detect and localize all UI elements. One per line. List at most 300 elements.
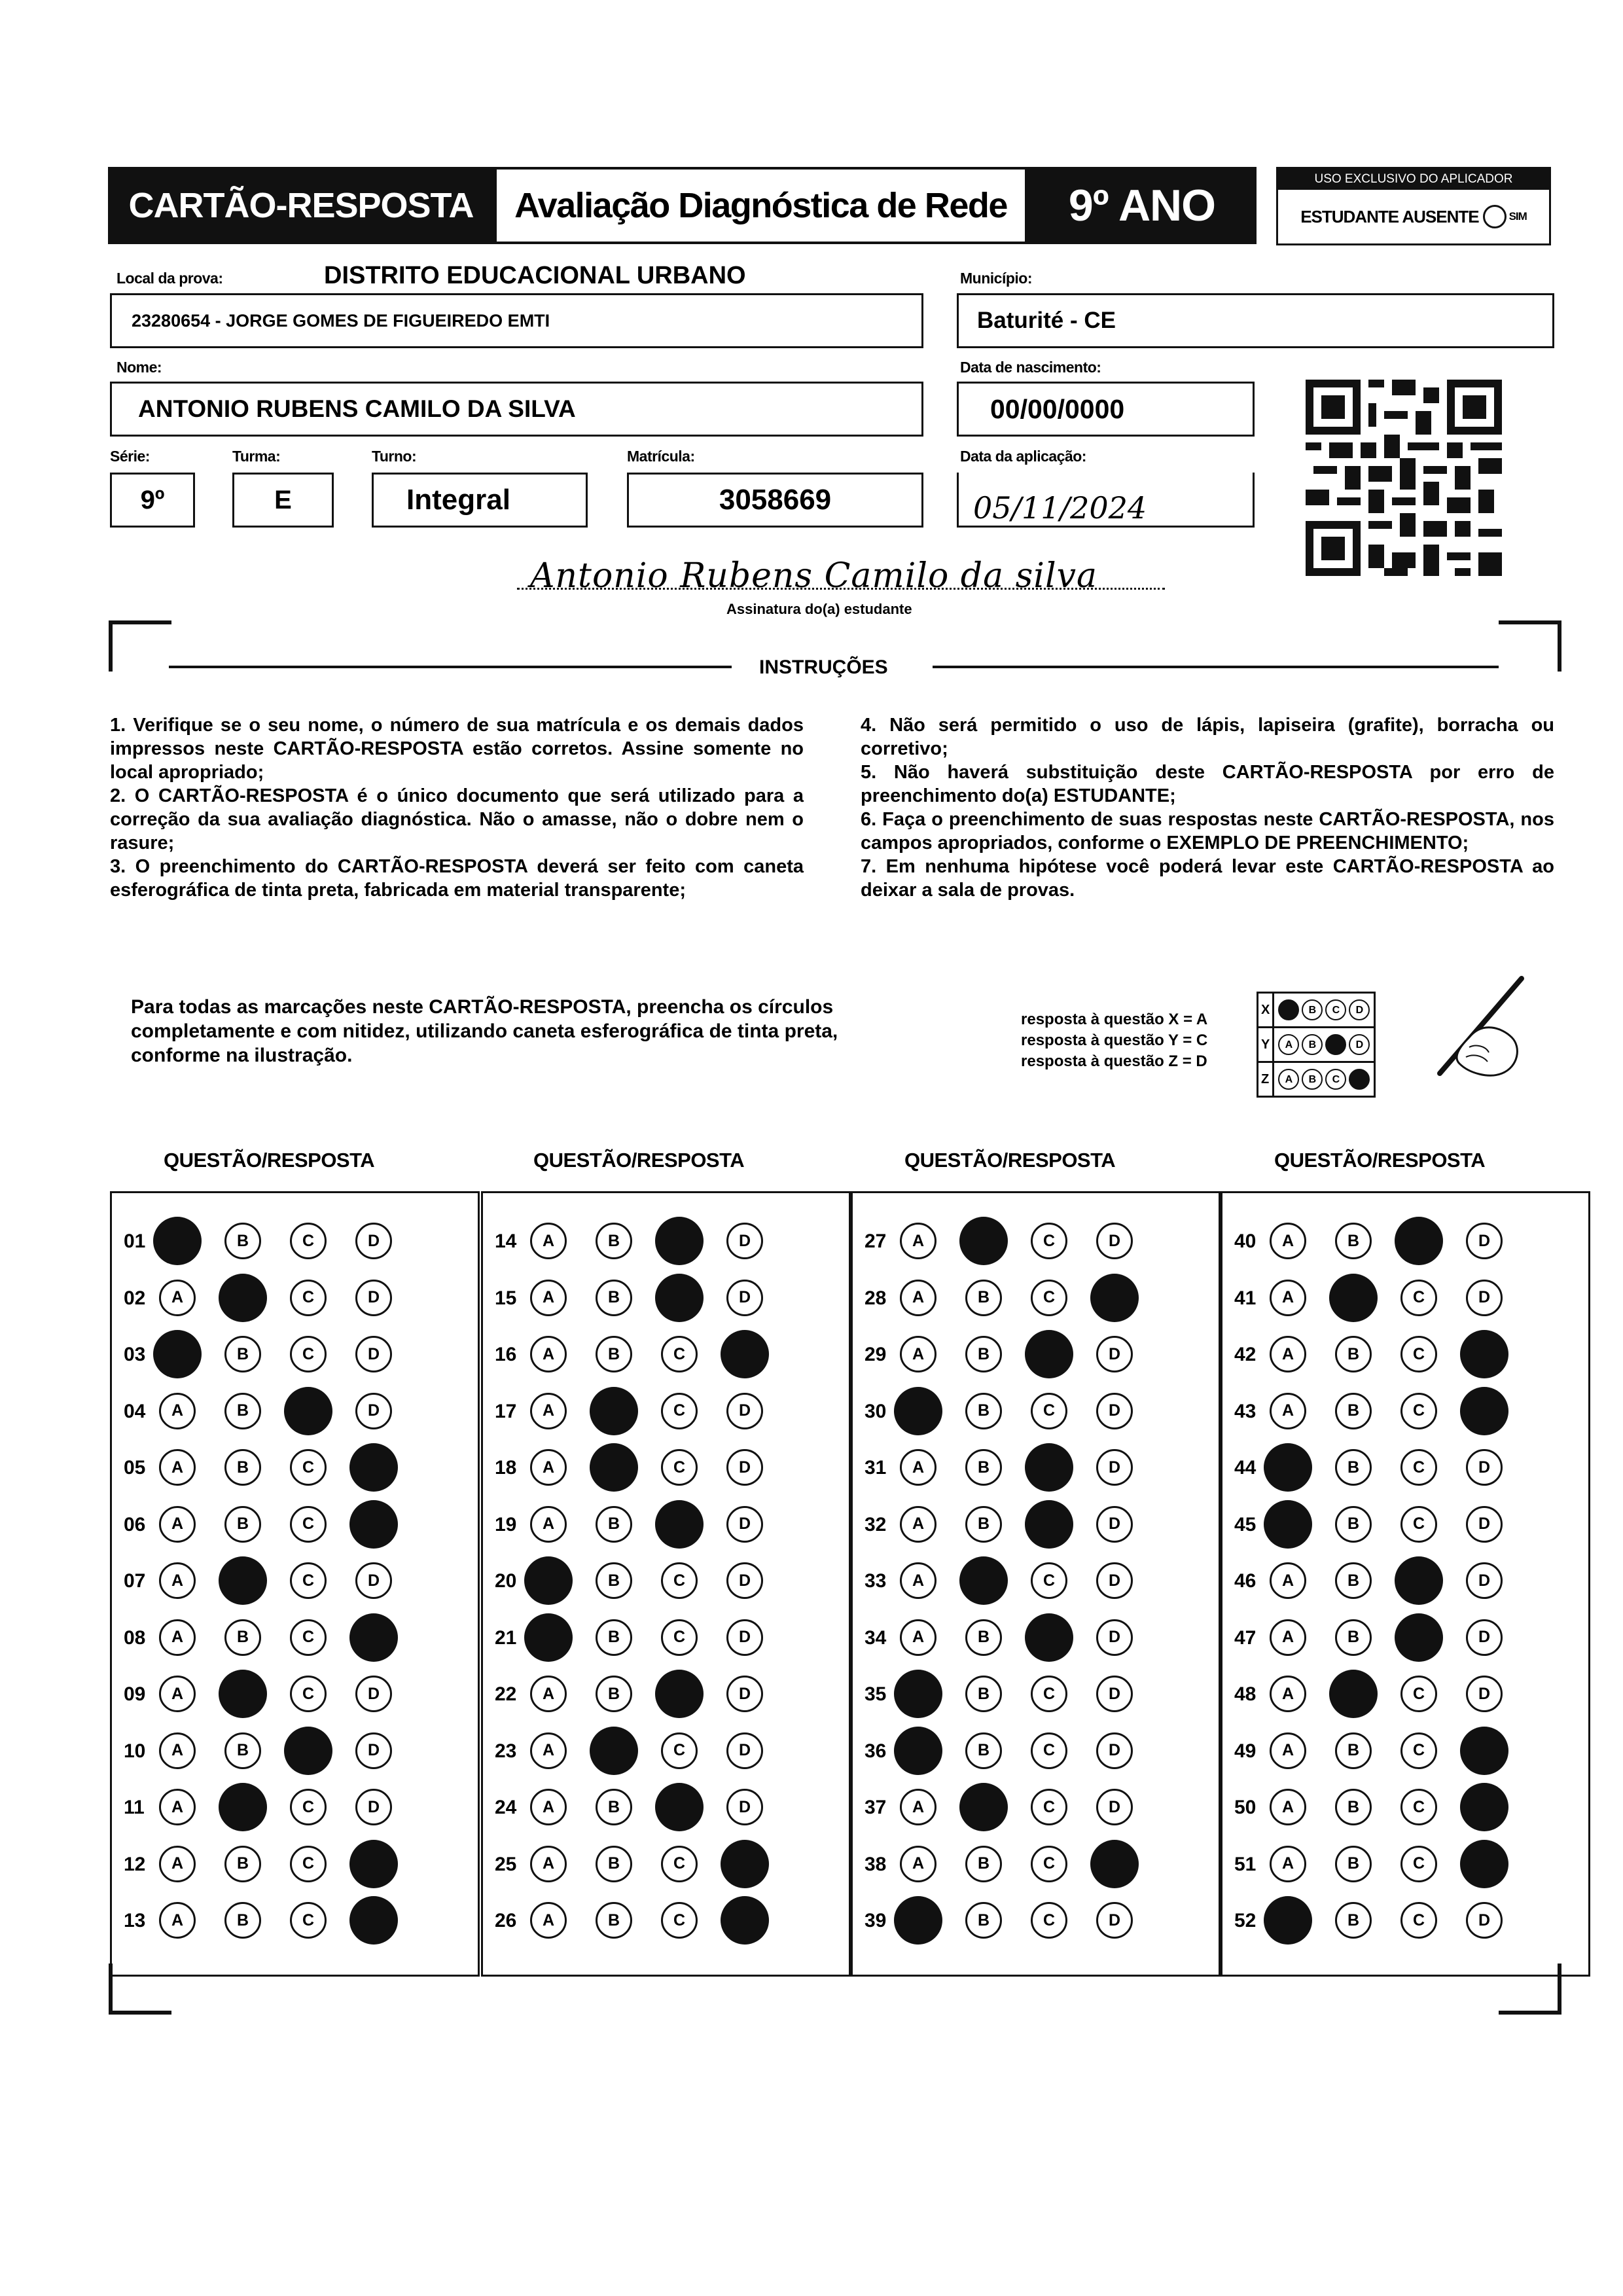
answer-bubble-c[interactable]: C <box>661 1846 698 1882</box>
estudante-ausente-bubble[interactable] <box>1483 205 1507 228</box>
answer-bubble-d[interactable]: D <box>355 1789 392 1825</box>
answer-bubble-a[interactable] <box>1264 1443 1312 1492</box>
corner-mark-top-left <box>109 620 171 672</box>
answer-bubble-a[interactable] <box>524 1556 573 1605</box>
answer-bubble-b[interactable]: B <box>596 1280 632 1316</box>
answer-bubble-a[interactable]: A <box>159 1732 196 1769</box>
question-row <box>853 1331 1219 1376</box>
answer-bubble-d[interactable]: D <box>726 1562 763 1599</box>
answer-bubble-c[interactable]: C <box>290 1619 327 1656</box>
answer-bubble-d[interactable] <box>1090 1840 1139 1888</box>
answer-bubble-b[interactable]: B <box>965 1846 1002 1882</box>
answer-bubble-d[interactable] <box>721 1896 769 1945</box>
answer-bubble-a[interactable]: A <box>530 1676 567 1712</box>
answer-bubble-c[interactable]: C <box>1400 1676 1437 1712</box>
answer-bubble-d[interactable]: D <box>1466 1449 1503 1486</box>
instruction-7: 7. Em nenhuma hipótese você poderá levar este CARTÃO-RESPOSTA ao deixar a sala de provas. <box>861 856 1554 901</box>
answer-bubble-c[interactable]: C <box>290 1336 327 1372</box>
answer-bubble-b[interactable]: B <box>224 1223 261 1259</box>
example-bubble-c: C <box>1325 1069 1346 1090</box>
answer-bubble-b[interactable]: B <box>1335 1562 1372 1599</box>
answer-bubble-b[interactable] <box>219 1556 267 1605</box>
answer-bubble-c[interactable] <box>655 1217 704 1265</box>
answer-bubble-c[interactable] <box>1025 1330 1073 1378</box>
answer-bubble-c[interactable]: C <box>1031 1562 1067 1599</box>
turno-value: Integral <box>406 484 510 516</box>
answer-bubble-b[interactable]: B <box>965 1506 1002 1543</box>
answer-bubble-a[interactable]: A <box>1270 1789 1306 1825</box>
example-bubble-a: A <box>1278 1069 1299 1090</box>
answer-bubble-c[interactable]: C <box>290 1676 327 1712</box>
answer-bubble-b[interactable]: B <box>224 1336 261 1372</box>
answer-bubble-b[interactable]: B <box>224 1619 261 1656</box>
answer-bubble-a[interactable] <box>153 1330 202 1378</box>
answer-bubble-a[interactable]: A <box>530 1223 567 1259</box>
answer-bubble-d[interactable]: D <box>726 1449 763 1486</box>
question-number: 32 <box>865 1513 887 1535</box>
question-number: 12 <box>124 1853 146 1875</box>
answer-bubble-d[interactable]: D <box>1466 1562 1503 1599</box>
local-label: Local da prova: <box>116 270 223 287</box>
question-number: 09 <box>124 1683 146 1705</box>
example-bubble-c: C <box>1325 999 1346 1020</box>
answer-bubble-d[interactable] <box>1460 1330 1508 1378</box>
answer-bubble-a[interactable]: A <box>900 1223 936 1259</box>
question-row <box>853 1614 1219 1660</box>
answer-bubble-c[interactable] <box>655 1783 704 1831</box>
nascimento-label: Data de nascimento: <box>960 359 1101 376</box>
answer-bubble-b[interactable] <box>219 1783 267 1831</box>
answer-bubble-b[interactable]: B <box>1335 1619 1372 1656</box>
answer-bubble-a[interactable]: A <box>1270 1336 1306 1372</box>
question-number: 02 <box>124 1287 146 1309</box>
question-number: 40 <box>1234 1230 1257 1252</box>
example-row-label: X <box>1258 993 1274 1028</box>
answer-bubble-d[interactable]: D <box>1096 1393 1133 1429</box>
question-number: 51 <box>1234 1853 1257 1875</box>
answer-bubble-b[interactable] <box>1329 1274 1378 1322</box>
answer-bubble-c[interactable] <box>1025 1613 1073 1662</box>
answer-bubble-d[interactable]: D <box>355 1676 392 1712</box>
question-number: 08 <box>124 1626 146 1649</box>
answer-bubble-d[interactable] <box>349 1840 398 1888</box>
answer-bubble-d[interactable]: D <box>1096 1789 1133 1825</box>
answer-bubble-a[interactable] <box>894 1896 942 1945</box>
instruction-6: 6. Faça o preenchimento de suas respostas neste CARTÃO-RESPOSTA, nos campos apropriados, conforme o EXEMPLO DE PREENCHIMENTO; <box>861 809 1554 853</box>
answer-bubble-b[interactable] <box>959 1783 1008 1831</box>
answer-bubble-c[interactable] <box>1395 1613 1443 1662</box>
question-number: 47 <box>1234 1626 1257 1649</box>
answer-bubble-c[interactable]: C <box>1400 1506 1437 1543</box>
question-number: 05 <box>124 1457 146 1479</box>
example-row-label: Z <box>1258 1062 1274 1097</box>
answer-bubble-d[interactable] <box>1460 1840 1508 1888</box>
answers-header-1: QUESTÃO/RESPOSTA <box>164 1149 375 1172</box>
question-number: 50 <box>1234 1797 1257 1818</box>
answer-bubble-a[interactable] <box>1264 1896 1312 1945</box>
answer-bubble-b[interactable]: B <box>1335 1902 1372 1939</box>
instruction-3: 3. O preenchimento do CARTÃO-RESPOSTA deverá ser feito com caneta esferográfica de tinta preta, fabricada em material transparente; <box>110 856 804 901</box>
answer-bubble-d[interactable]: D <box>1096 1506 1133 1543</box>
answer-bubble-a[interactable]: A <box>159 1449 196 1486</box>
answer-bubble-a[interactable]: A <box>900 1336 936 1372</box>
question-number: 24 <box>495 1797 517 1818</box>
answer-bubble-c[interactable]: C <box>661 1336 698 1372</box>
answer-bubble-a[interactable]: A <box>900 1619 936 1656</box>
answer-bubble-a[interactable] <box>524 1613 573 1662</box>
answer-bubble-d[interactable]: D <box>355 1562 392 1599</box>
example-legend <box>1021 1009 1207 1072</box>
answer-bubble-a[interactable] <box>153 1217 202 1265</box>
answer-bubble-b[interactable]: B <box>596 1846 632 1882</box>
question-number: 52 <box>1234 1910 1257 1931</box>
answer-bubble-c[interactable]: C <box>1400 1336 1437 1372</box>
answer-bubble-d[interactable]: D <box>726 1280 763 1316</box>
example-line-y: resposta à questão Y = C <box>1021 1031 1208 1049</box>
answer-bubble-b[interactable]: B <box>596 1789 632 1825</box>
answer-bubble-a[interactable]: A <box>900 1280 936 1316</box>
answer-bubble-c[interactable]: C <box>661 1393 698 1429</box>
answer-bubble-b[interactable]: B <box>965 1732 1002 1769</box>
question-number: 49 <box>1234 1740 1257 1762</box>
answer-bubble-c[interactable]: C <box>290 1902 327 1939</box>
question-row <box>483 1217 849 1263</box>
answer-bubble-a[interactable]: A <box>159 1676 196 1712</box>
answer-bubble-c[interactable]: C <box>290 1789 327 1825</box>
question-row <box>483 1388 849 1433</box>
answer-bubble-d[interactable] <box>349 1896 398 1945</box>
instruction-2: 2. O CARTÃO-RESPOSTA é o único documento que será utilizado para a correção da sua avaliação diagnóstica. Não o amasse, não o dobre nem o rasure; <box>110 785 804 853</box>
answer-bubble-a[interactable] <box>894 1670 942 1718</box>
question-row <box>483 1727 849 1773</box>
sim-label: SIM <box>1508 210 1527 223</box>
answer-bubble-a[interactable]: A <box>530 1280 567 1316</box>
turno-field <box>372 473 588 528</box>
answer-bubble-a[interactable] <box>894 1727 942 1775</box>
answer-bubble-a[interactable]: A <box>159 1619 196 1656</box>
example-bubble-c <box>1325 1034 1346 1055</box>
example-table <box>1257 992 1376 1098</box>
answer-bubble-a[interactable]: A <box>1270 1676 1306 1712</box>
question-row <box>1222 1501 1588 1547</box>
question-row <box>853 1840 1219 1886</box>
answer-bubble-c[interactable]: C <box>1031 1789 1067 1825</box>
answer-bubble-c[interactable]: C <box>1400 1280 1437 1316</box>
answer-bubble-c[interactable]: C <box>1400 1846 1437 1882</box>
question-row <box>112 1614 478 1660</box>
answer-bubble-c[interactable]: C <box>290 1223 327 1259</box>
answer-bubble-a[interactable]: A <box>530 1506 567 1543</box>
answer-bubble-a[interactable]: A <box>159 1506 196 1543</box>
answer-bubble-b[interactable] <box>959 1217 1008 1265</box>
example-line-x: resposta à questão X = A <box>1021 1011 1208 1028</box>
answer-bubble-c[interactable] <box>1025 1500 1073 1549</box>
answer-bubble-a[interactable]: A <box>530 1846 567 1882</box>
answer-bubble-a[interactable]: A <box>530 1393 567 1429</box>
answer-bubble-b[interactable]: B <box>1335 1336 1372 1372</box>
answer-bubble-b[interactable]: B <box>1335 1393 1372 1429</box>
answer-bubble-d[interactable] <box>349 1613 398 1662</box>
answer-bubble-c[interactable]: C <box>1400 1393 1437 1429</box>
question-row <box>483 1784 849 1829</box>
answer-bubble-b[interactable]: B <box>1335 1789 1372 1825</box>
question-number: 27 <box>865 1230 887 1252</box>
question-number: 30 <box>865 1400 887 1422</box>
answer-bubble-c[interactable] <box>1395 1556 1443 1605</box>
answers-column-1 <box>110 1191 480 1977</box>
answer-bubble-b[interactable]: B <box>965 1449 1002 1486</box>
instructions-rule-left <box>169 666 732 668</box>
answer-bubble-a[interactable] <box>1264 1500 1312 1549</box>
answer-bubble-b[interactable]: B <box>224 1393 261 1429</box>
answer-bubble-d[interactable]: D <box>1096 1223 1133 1259</box>
answer-bubble-c[interactable]: C <box>661 1732 698 1769</box>
question-row <box>1222 1670 1588 1716</box>
answer-bubble-a[interactable]: A <box>159 1902 196 1939</box>
answer-bubble-c[interactable]: C <box>1031 1676 1067 1712</box>
signature-line <box>517 588 1165 590</box>
question-number: 33 <box>865 1570 887 1592</box>
question-row <box>853 1670 1219 1716</box>
example-bubble-a <box>1278 999 1299 1020</box>
question-row <box>483 1331 849 1376</box>
answer-bubble-c[interactable] <box>655 1500 704 1549</box>
answer-bubble-b[interactable]: B <box>1335 1846 1372 1882</box>
question-number: 06 <box>124 1513 146 1535</box>
answer-bubble-c[interactable]: C <box>661 1902 698 1939</box>
answer-bubble-b[interactable]: B <box>224 1902 261 1939</box>
nome-label: Nome: <box>116 359 162 376</box>
answer-bubble-b[interactable] <box>959 1556 1008 1605</box>
answer-bubble-a[interactable]: A <box>530 1732 567 1769</box>
answer-bubble-a[interactable]: A <box>900 1789 936 1825</box>
question-number: 29 <box>865 1344 887 1365</box>
answer-bubble-a[interactable]: A <box>530 1789 567 1825</box>
answer-bubble-c[interactable]: C <box>661 1562 698 1599</box>
answer-bubble-b[interactable]: B <box>224 1449 261 1486</box>
question-row <box>112 1274 478 1320</box>
answer-bubble-d[interactable]: D <box>1096 1902 1133 1939</box>
answer-bubble-c[interactable]: C <box>290 1506 327 1543</box>
instruction-5: 5. Não haverá substituição deste CARTÃO-RESPOSTA por erro de preenchimento do(a) ESTUDANTE; <box>861 762 1554 806</box>
answer-bubble-d[interactable]: D <box>1466 1506 1503 1543</box>
answer-bubble-c[interactable]: C <box>290 1562 327 1599</box>
answer-bubble-b[interactable]: B <box>596 1902 632 1939</box>
answer-bubble-d[interactable]: D <box>726 1619 763 1656</box>
answer-bubble-b[interactable]: B <box>965 1676 1002 1712</box>
matricula-value: 3058669 <box>719 484 832 516</box>
answer-bubble-b[interactable] <box>590 1443 638 1492</box>
answer-bubble-d[interactable]: D <box>355 1280 392 1316</box>
answer-bubble-a[interactable]: A <box>159 1280 196 1316</box>
example-row-label: Y <box>1258 1028 1274 1062</box>
answer-bubble-d[interactable]: D <box>355 1223 392 1259</box>
answer-bubble-d[interactable] <box>1460 1783 1508 1831</box>
answer-bubble-d[interactable]: D <box>1096 1562 1133 1599</box>
example-bubble-b: B <box>1302 999 1323 1020</box>
answer-bubble-c[interactable]: C <box>1031 1393 1067 1429</box>
answer-bubble-d[interactable] <box>349 1500 398 1549</box>
answer-bubble-b[interactable] <box>590 1727 638 1775</box>
answer-bubble-d[interactable]: D <box>1096 1449 1133 1486</box>
answer-bubble-b[interactable]: B <box>596 1676 632 1712</box>
question-number: 36 <box>865 1740 887 1762</box>
answers-header-4: QUESTÃO/RESPOSTA <box>1274 1149 1486 1172</box>
answer-bubble-c[interactable]: C <box>1031 1223 1067 1259</box>
answer-bubble-a[interactable]: A <box>900 1449 936 1486</box>
answers-header-2: QUESTÃO/RESPOSTA <box>533 1149 745 1172</box>
answer-bubble-d[interactable]: D <box>1466 1280 1503 1316</box>
answer-bubble-c[interactable] <box>655 1274 704 1322</box>
answer-bubble-d[interactable]: D <box>1466 1676 1503 1712</box>
answer-bubble-b[interactable]: B <box>596 1223 632 1259</box>
answer-bubble-d[interactable]: D <box>355 1732 392 1769</box>
answer-bubble-c[interactable]: C <box>1400 1449 1437 1486</box>
question-number: 20 <box>495 1570 517 1592</box>
question-number: 45 <box>1234 1513 1257 1535</box>
answer-bubble-a[interactable] <box>894 1387 942 1435</box>
answer-bubble-c[interactable]: C <box>1400 1732 1437 1769</box>
answer-bubble-b[interactable] <box>590 1387 638 1435</box>
answer-bubble-a[interactable]: A <box>1270 1393 1306 1429</box>
answer-bubble-b[interactable]: B <box>965 1280 1002 1316</box>
answer-bubble-b[interactable] <box>219 1670 267 1718</box>
question-row <box>112 1840 478 1886</box>
nome-value: ANTONIO RUBENS CAMILO DA SILVA <box>138 395 576 422</box>
answer-bubble-a[interactable]: A <box>530 1902 567 1939</box>
question-number: 38 <box>865 1853 887 1875</box>
answer-bubble-c[interactable]: C <box>1400 1902 1437 1939</box>
answer-bubble-b[interactable]: B <box>596 1506 632 1543</box>
corner-mark-top-right <box>1499 620 1561 672</box>
answer-bubble-b[interactable]: B <box>965 1393 1002 1429</box>
answer-bubble-b[interactable]: B <box>224 1732 261 1769</box>
answer-bubble-d[interactable]: D <box>726 1732 763 1769</box>
answer-bubble-d[interactable]: D <box>1096 1732 1133 1769</box>
answer-bubble-d[interactable]: D <box>726 1223 763 1259</box>
answer-bubble-a[interactable]: A <box>900 1506 936 1543</box>
answer-bubble-a[interactable]: A <box>1270 1280 1306 1316</box>
answer-bubble-d[interactable]: D <box>1096 1619 1133 1656</box>
answer-bubble-d[interactable]: D <box>355 1393 392 1429</box>
question-number: 28 <box>865 1287 887 1309</box>
example-bubble-a: A <box>1278 1034 1299 1055</box>
answer-bubble-d[interactable]: D <box>1466 1223 1503 1259</box>
example-bubble-b: B <box>1302 1034 1323 1055</box>
answer-bubble-c[interactable] <box>655 1670 704 1718</box>
answer-bubble-a[interactable]: A <box>900 1846 936 1882</box>
answer-bubble-b[interactable]: B <box>1335 1223 1372 1259</box>
answer-bubble-b[interactable]: B <box>224 1846 261 1882</box>
avaliacao-title: Avaliação Diagnóstica de Rede <box>494 167 1027 244</box>
question-number: 46 <box>1234 1570 1257 1592</box>
answer-bubble-b[interactable]: B <box>965 1619 1002 1656</box>
example-line-z: resposta à questão Z = D <box>1021 1052 1207 1070</box>
answer-bubble-d[interactable]: D <box>726 1506 763 1543</box>
answer-bubble-c[interactable]: C <box>290 1280 327 1316</box>
answer-bubble-b[interactable] <box>1329 1670 1378 1718</box>
answer-bubble-c[interactable]: C <box>1031 1902 1067 1939</box>
answer-bubble-a[interactable]: A <box>1270 1223 1306 1259</box>
answer-bubble-d[interactable] <box>1460 1387 1508 1435</box>
answer-bubble-b[interactable]: B <box>596 1562 632 1599</box>
answer-bubble-d[interactable]: D <box>1096 1336 1133 1372</box>
answer-bubble-d[interactable] <box>721 1840 769 1888</box>
question-row <box>853 1274 1219 1320</box>
nascimento-field <box>957 382 1255 437</box>
answer-bubble-a[interactable]: A <box>530 1449 567 1486</box>
answer-bubble-a[interactable]: A <box>900 1562 936 1599</box>
answer-bubble-d[interactable]: D <box>726 1789 763 1825</box>
question-number: 34 <box>865 1626 887 1649</box>
question-row <box>853 1897 1219 1943</box>
question-row <box>853 1388 1219 1433</box>
answer-bubble-c[interactable]: C <box>290 1846 327 1882</box>
answer-bubble-d[interactable] <box>1090 1274 1139 1322</box>
cartao-resposta-title: CARTÃO-RESPOSTA <box>108 167 494 244</box>
answer-bubble-a[interactable]: A <box>159 1789 196 1825</box>
answer-bubble-b[interactable] <box>219 1274 267 1322</box>
answer-bubble-b[interactable]: B <box>596 1619 632 1656</box>
answer-bubble-a[interactable]: A <box>159 1846 196 1882</box>
question-row <box>112 1388 478 1433</box>
answer-bubble-a[interactable]: A <box>1270 1732 1306 1769</box>
answer-bubble-c[interactable]: C <box>1400 1789 1437 1825</box>
escola-field <box>110 293 923 348</box>
answer-bubble-b[interactable]: B <box>1335 1732 1372 1769</box>
answer-bubble-d[interactable] <box>721 1330 769 1378</box>
answer-bubble-b[interactable]: B <box>965 1902 1002 1939</box>
answer-bubble-c[interactable] <box>284 1387 332 1435</box>
question-number: 37 <box>865 1797 887 1818</box>
answer-bubble-a[interactable]: A <box>1270 1846 1306 1882</box>
answer-bubble-c[interactable]: C <box>1031 1846 1067 1882</box>
answer-bubble-a[interactable]: A <box>530 1336 567 1372</box>
answer-bubble-c[interactable] <box>284 1727 332 1775</box>
answer-bubble-d[interactable] <box>1460 1727 1508 1775</box>
answer-bubble-d[interactable]: D <box>1466 1902 1503 1939</box>
answer-bubble-a[interactable]: A <box>159 1393 196 1429</box>
answer-bubble-d[interactable]: D <box>726 1676 763 1712</box>
answer-bubble-c[interactable]: C <box>1031 1280 1067 1316</box>
answer-bubble-d[interactable]: D <box>355 1336 392 1372</box>
answer-bubble-d[interactable]: D <box>726 1393 763 1429</box>
answer-bubble-d[interactable]: D <box>1466 1619 1503 1656</box>
question-number: 42 <box>1234 1344 1257 1365</box>
answer-bubble-b[interactable]: B <box>1335 1449 1372 1486</box>
question-number: 19 <box>495 1513 517 1535</box>
question-number: 13 <box>124 1910 146 1931</box>
question-number: 18 <box>495 1457 517 1479</box>
answer-bubble-d[interactable] <box>349 1443 398 1492</box>
answer-bubble-c[interactable]: C <box>1031 1732 1067 1769</box>
answer-bubble-c[interactable]: C <box>290 1449 327 1486</box>
answer-bubble-b[interactable]: B <box>224 1506 261 1543</box>
answer-bubble-c[interactable]: C <box>661 1449 698 1486</box>
answer-bubble-a[interactable]: A <box>1270 1562 1306 1599</box>
answer-bubble-c[interactable] <box>1395 1217 1443 1265</box>
answer-bubble-a[interactable]: A <box>1270 1619 1306 1656</box>
aplicacao-value: 05/11/2024 <box>973 490 1147 526</box>
answer-bubble-b[interactable]: B <box>1335 1506 1372 1543</box>
question-row <box>1222 1557 1588 1603</box>
answer-bubble-c[interactable] <box>1025 1443 1073 1492</box>
answer-bubble-b[interactable]: B <box>596 1336 632 1372</box>
answer-bubble-a[interactable]: A <box>159 1562 196 1599</box>
answer-bubble-b[interactable]: B <box>965 1336 1002 1372</box>
answer-bubble-d[interactable]: D <box>1096 1676 1133 1712</box>
answer-bubble-c[interactable]: C <box>661 1619 698 1656</box>
